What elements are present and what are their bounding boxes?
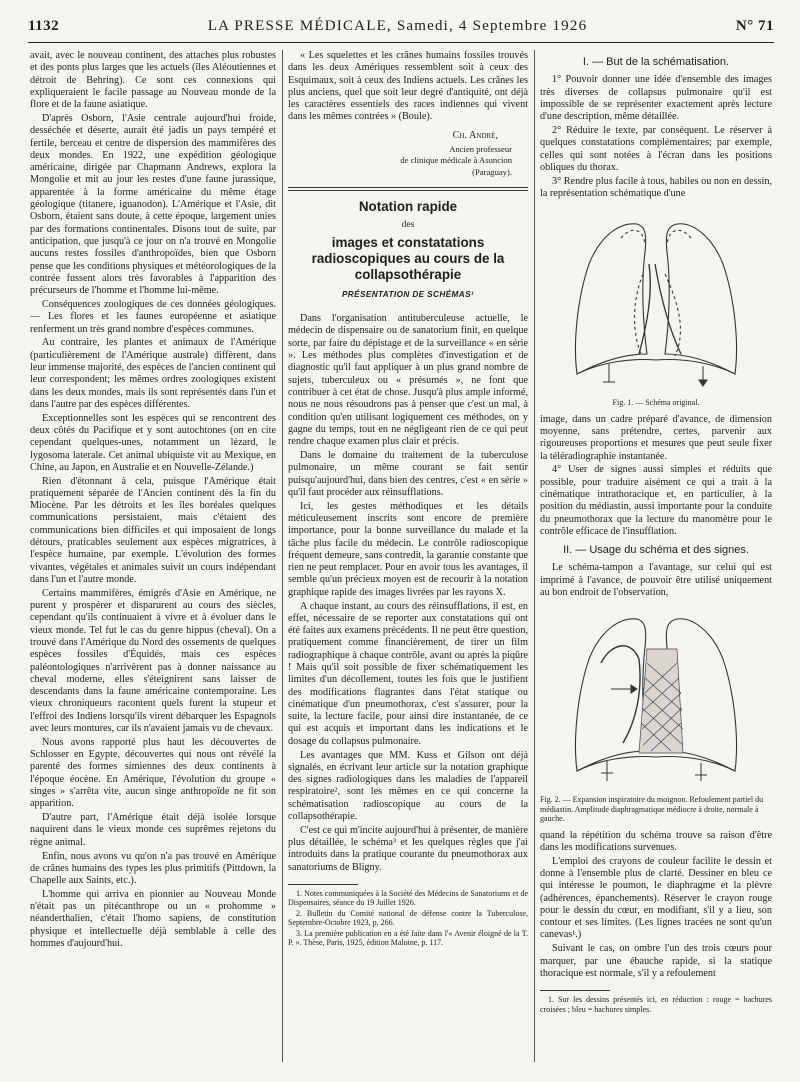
figure-1-lung-schema	[551, 204, 761, 396]
page-number: 1132	[28, 18, 60, 34]
paragraph: Nous avons rapporté plus haut les découvertes de Schlosser en Egypte, découvertes qui nous ont révélé la parenté des formes simiennes des deux continents à l'époque éocène. En Amérique, l'évolution du groupe « singes » s'arrêta vite, aucun singe anthropoïde ne fit son apparition.	[30, 736, 276, 810]
footnote: 1. Sur les dessins présentés ici, en réduction : rouge = hachures croisées ; bleu = hachures simples.	[540, 995, 772, 1014]
paragraph: Dans l'organisation antituberculeuse actuelle, le médecin de dispensaire ou de sanatorium finit, en quelque sorte, par faire du dépistage et de la surveillance « en série ». Les méthodes plus complètes d'investigation et de diagnostic qu'il faut appliquer à un plus grand nombre de sujets, tuberculeux ou « présumés », ne font que contribuer à cet état de chose. Jusqu'à plus ample informé, nous ne nous résoudrons pas à penser que c'est un mal, à condition qu'en utilisant logiquement ces méthodes, on y gagne du temps, tout en ne négligeant rien de ce qui peut rendre chaque examen plus clair et précis.	[288, 313, 528, 448]
footnote: 3. La première publication en a été faite dans l'« Avenir éloigné de la T. P. ». Thèse, Paris, 1925, édition Maloine, p. 117.	[288, 928, 528, 948]
footnote: 1. Notes communiquées à la Société des Médecins de Sanatoriums et de Dispensaires, séance du 19 Juillet 1926.	[288, 889, 528, 908]
issue-number: N° 71	[735, 18, 774, 34]
paragraph: L'emploi des crayons de couleur facilite le dessin et donne à l'ensemble plus de clarté. Dessiner en bleu ce qui intéresse le poumon, le diaphragme et la plèvre (adhérences, épanchements). Réserver le crayon rouge pour le dessin du cœur, en modifiant, s'il y a lieu, son contour et ses limites. (Les lignes tracées ne sont qu'un canevas¹.)	[540, 855, 772, 941]
paragraph: Certains mammifères, émigrés d'Asie en Amérique, ne purent y prospérer et disparurent au cours des siècles, cependant qu'ils continuaient à vivre et à évoluer dans le vieux monde. Tel fut le cas du genre hippus (cheval). On a trouvé dans l'Amérique du Nord des ossements de quelques espèces fossiles d'Équidés, mais ces espèces paléontologiques n'arrivèrent pas à donner naissance au cheval moderne, elles s'éteignirent sans laisser de descendants dans la faune américaine contemporaine. Les vieux chroniqueurs racontent quels furent la stupeur et l'effroi des Indiens lorsqu'ils virent débarquer les Espagnols avec leurs montures, car ils n'avaient jamais vu de chevaux.	[30, 587, 276, 735]
paragraph: 3° Rendre plus facile à tous, habiles ou non en dessin, la représentation schématique d'une	[540, 175, 772, 199]
column-2	[288, 50, 528, 1076]
paragraph: 2° Réduire le texte, par conséquent. Le réserver à quelques constatations complémentaires; par exemple, celles qui sont notées à l'écran dans les positions obliques du thorax.	[540, 124, 772, 173]
paragraph: image, dans un cadre préparé d'avance, de dimension moyenne, sans prétendre, certes, parvenir aux rigoureuses proportions et mesures que peut seule fixer la téléradiographie instantanée.	[540, 413, 772, 462]
section-heading: II. — Usage du schéma et des signes.	[563, 544, 749, 557]
paragraph: Dans le domaine du traitement de la tuberculose pulmonaire, un même courant se fait sentir puisqu'aujourd'hui, dans bien des centres, c'est « en série » qu'il faut procéder aux réinsufflations.	[288, 449, 528, 498]
author-role: de clinique médicale à Asuncion	[400, 155, 512, 166]
footnote: 2. Bulletin du Comité national de défense contre la Tuberculose, Septembre-Octobre 1923, p. 266.	[288, 908, 528, 928]
figure-2-lung-schema	[551, 603, 761, 793]
paragraph: 4° User de signes aussi simples et réduits que possible, pour traduire aisément ce qui a trait à la cinématique intrathoracique et, en particulier, à la position du médiastin, aussi importante pour la conduite du pneumothorax que la lecture du manomètre pour le contrôle efficace de l'insufflation.	[540, 464, 772, 537]
column-rule-2	[534, 50, 535, 1062]
column-3	[540, 50, 772, 1076]
figure-2-caption: Fig. 2. — Expansion inspiratoire du moignon. Refoulement partiel du médiastin. Amplitude diaphragmatique médiocre à droite, normale à gauche.	[540, 795, 764, 824]
article-title-des: des	[401, 219, 415, 230]
article-subtitle: PRÉSENTATION DE SCHÉMAS¹	[341, 289, 475, 299]
paragraph: Exceptionnelles sont les espèces qui se rencontrent des deux côtés du Pacifique et y sont autochtones (on en cite cependant quelques-unes, notamment un lézard, le lygosoma laterale. Cet animal ubiquiste vit au Mexique, en Chine, au Japon, en Australie et en Nouvelle-Zélande.)	[30, 412, 276, 473]
paragraph: D'autre part, l'Amérique était déjà isolée lorsque naquirent dans le vieux monde ces suprêmes rejetons du règne animal.	[30, 812, 276, 848]
paragraph: quand la répétition du schéma trouve sa raison d'être dans les modifications survenues.	[540, 829, 772, 853]
paragraph: Les avantages que MM. Kuss et Gilson ont déjà signalés, en écrivant leur article sur la notation graphique des signes radiologiques dans les maladies de l'appareil respiratoire², sont les mêmes en ce qui concerne la schématisation radioscopique au cours de la collapsothérapie.	[288, 749, 528, 823]
article-separator	[288, 187, 528, 191]
section-heading: I. — But de la schématisation.	[582, 56, 730, 68]
author-signature: Ch. André,	[452, 129, 498, 141]
column-rule-1	[282, 50, 283, 1062]
quote-paragraph: « Les squelettes et les crânes humains fossiles trouvés dans les deux Amériques ressemblent soit à ceux des Esquimaux, soit à ceux des Indiens actuels. Les crânes les plus anciens, quel que soit leur degré d'antiquité, ont déjà les caractères essentiels des races indiennes qui vivent dans les mêmes contrées » (Boule).	[288, 50, 528, 123]
paragraph: 1° Pouvoir donner une idée d'ensemble des images très diverses de collapsus pulmonaire qu'il est impossible de se représenter exactement après lecture d'une description, même détaillée.	[540, 74, 772, 123]
paragraph: Le schéma-tampon a l'avantage, sur celui qui est imprimé à l'avance, de pouvoir être utilisé uniquement au bon endroit de l'observation,	[540, 562, 772, 599]
article-title-main: images et constatations radioscopiques au cours de la collapsothérapie	[311, 234, 505, 282]
paragraph: C'est ce qui m'incite aujourd'hui à présenter, de manière plus détaillée, le schéma³ et les quelques règles que j'ai introduits dans la pratique courante du pneumothorax aux sanatoriums de Bligny.	[288, 824, 528, 873]
journal-title: LA PRESSE MÉDICALE, Samedi, 4 Septembre 1926	[207, 18, 588, 34]
author-role: Ancien professeur	[449, 143, 512, 154]
page-header	[28, 18, 774, 43]
paragraph: Rien d'étonnant à cela, puisque l'Amérique était pratiquement séparée de l'Ancien continent dès la fin du Miocène. Par les détroits et les îles boréales quelques communications persistaient, mais c'étaient des communications bien difficiles et qui imposaient de longs détours, praticables seulement aux espèces migratrices, à l'espèce humaine, par exemple. L'évolution des formes vivantes, végétales et animales suivit un cours indépendant dans l'un et l'autre monde.	[30, 475, 276, 585]
article-title: Notation rapide	[358, 198, 458, 214]
paragraph: D'après Osborn, l'Asie centrale aujourd'hui froide, desséchée et déserte, aurait été jadis un pays tempéré et fertile, berceau et centre de dispersion des mammifères des deux mondes. En 1922, une expédition géologique américaine, dirigée par Chapmann Andrews, explora la Mongolie et mit au jour les restes d'une faune jurassique, apparentée à la forme américaine du même étage géologique (titanere, iguanodon). L'Amérique et l'Asie, dit Osborn, étaient sans doute, à cette époque, largement unies par des formations continentales. Disons tout de suite, par anticipation, que jusqu'à ce jour on n'a trouvé en Mongolie aucuns restes fossiles d'anthropoïdes, bien que Osborn pense que les conditions physiques et météorologiques de la contrée fussent alors très favorables à l'apparition des précurseurs de l'homme et l'homme lui-même.	[30, 112, 276, 297]
author-role: (Paraguay).	[472, 166, 512, 177]
paragraph: Au contraire, les plantes et animaux de l'Amérique (particulièrement de l'Amérique australe) diffèrent, dans leur immense majorité, des espèces de l'ancien continent qui leur correspondent; les mêmes ordres zoologiques existent dans les deux mondes, mais ils sont représentés dans l'un et dans l'autre par des espèces différentes.	[30, 337, 276, 410]
paragraph: A chaque instant, au cours des réinsufflations, il est, en effet, nécessaire de se reporter aux constatations qui ont été faites aux examens précédents. Il ne peut être question, pratiquement comme financièrement, de tirer un film radiographique à chaque contrôle, avant ou après la piqûre ! Mais qu'il soit possible de fixer schématiquement les limites d'un décollement, toutes les fois que le justifient des modifications flagrantes dans l'état statique ou cinématique d'un pneumothorax, c'est s'assurer, pour la suite, la lecture facile, pour ainsi dire instantanée, de ce qui est acquis et important dans les indications et le dosage du collapsus pulmonaire.	[288, 600, 528, 747]
footnote-rule	[540, 990, 610, 991]
paragraph: avait, avec le nouveau continent, des attaches plus robustes et des ponts plus larges que les actuels (îles Aléoutiennes et détroit de Behring). Ce sont ces connexions qui expliqueraient le facile passage au Nouveau monde de la flore et de la faune asiatique.	[30, 50, 276, 111]
paragraph: Suivant le cas, on ombre l'un des trois cœurs pour marquer, par une ébauche rapide, si la statique thoracique est normale, s'il y a refoulement	[540, 943, 772, 979]
figure-1-caption: Fig. 1. — Schéma original.	[612, 398, 700, 408]
footnote-rule	[288, 884, 358, 885]
paragraph: L'homme qui arriva en pionnier au Nouveau Monde n'était pas un pitécanthrope ou un « prohomme » néanderthalien, c'était l'homo sapiens, de constitution physique et intellectuelle déjà semblable à celle des hommes d'aujourd'hui.	[30, 888, 276, 950]
paragraph: Ici, les gestes méthodiques et les détails méticuleusement inscrits sont encore de première importance, pour la bonne surveillance du malade et la tâche plus facile du médecin. Le contrôle radioscopique fréquent demeure, sans contredit, la garantie constante que rien ne peut remplacer. Pour en avoir tous les avantages, il semble qu'un précieux moyen est de recourir à la notation graphique rapide des images livrées par les rayons X.	[288, 500, 528, 598]
paragraph: Enfin, nous avons vu qu'on n'a pas trouvé en Amérique de crânes humains des types les plus primitifs (Pittdown, la Chapelle aux Saints, etc.).	[30, 850, 276, 887]
paragraph: Conséquences zoologiques de ces données géologiques. — Les flores et les faunes européenne et asiatique renferment un très grand nombre d'espèces communes.	[30, 298, 276, 335]
column-1	[30, 50, 276, 1076]
